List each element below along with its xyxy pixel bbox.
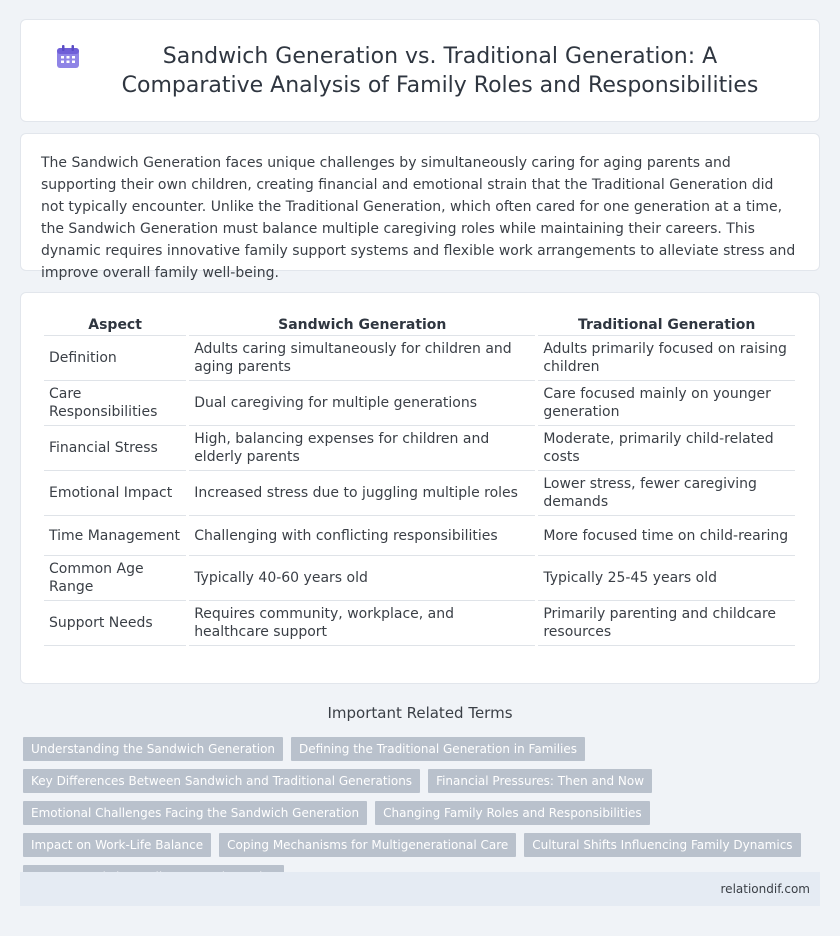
related-terms-title: Important Related Terms — [327, 704, 513, 722]
related-term-tag[interactable]: Coping Mechanisms for Multigenerational Care — [219, 833, 516, 857]
table-row — [44, 336, 795, 381]
footer — [20, 872, 820, 906]
cell-aspect: Time Management — [44, 516, 186, 556]
header-card — [20, 19, 820, 122]
related-terms-tags — [23, 737, 813, 889]
related-term-tag[interactable]: Financial Pressures: Then and Now — [428, 769, 652, 793]
intro-paragraph: The Sandwich Generation faces unique challenges by simultaneously caring for aging parents and supporting their own children, creating financial and emotional strain that the Traditional Generation did not typically encounter. Unlike the Traditional Generation, which often cared for one generation at a time, the Sandwich Generation must balance multiple caregiving roles while maintaining their careers. This dynamic requires innovative family support systems and flexible work arrangements to alleviate stress and improve overall family well-being. — [41, 155, 796, 281]
header-sandwich-generation: Sandwich Generation — [189, 313, 535, 336]
header-aspect: Aspect — [44, 313, 186, 336]
related-term-tag[interactable]: Cultural Shifts Influencing Family Dynamics — [524, 833, 800, 857]
cell-sandwich: Challenging with conflicting responsibilities — [189, 516, 535, 556]
table-row — [44, 381, 795, 426]
table-header-row — [44, 313, 795, 336]
comparison-table-card — [20, 292, 820, 684]
related-term-tag[interactable]: Defining the Traditional Generation in Families — [291, 737, 585, 761]
cell-traditional: Care focused mainly on younger generation — [538, 381, 795, 426]
footer-site-link[interactable]: relationdif.com — [720, 882, 810, 896]
cell-aspect: Financial Stress — [44, 426, 186, 471]
table-row — [44, 601, 795, 646]
related-term-tag[interactable]: Changing Family Roles and Responsibilities — [375, 801, 650, 825]
page-title: Sandwich Generation vs. Traditional Generation: A Comparative Analysis of Family Roles and Responsibilities — [121, 43, 759, 98]
cell-sandwich: Typically 40-60 years old — [189, 556, 535, 601]
cell-aspect: Emotional Impact — [44, 471, 186, 516]
header — [55, 42, 785, 100]
related-term-tag[interactable]: Key Differences Between Sandwich and Traditional Generations — [23, 769, 420, 793]
cell-traditional: More focused time on child-rearing — [538, 516, 795, 556]
cell-sandwich: Increased stress due to juggling multiple roles — [189, 471, 535, 516]
table-row — [44, 556, 795, 601]
cell-sandwich: Requires community, workplace, and healthcare support — [189, 601, 535, 646]
cell-traditional: Typically 25-45 years old — [538, 556, 795, 601]
cell-aspect: Care Responsibilities — [44, 381, 186, 426]
cell-sandwich: Dual caregiving for multiple generations — [189, 381, 535, 426]
related-term-tag[interactable]: Emotional Challenges Facing the Sandwich Generation — [23, 801, 367, 825]
table-row — [44, 426, 795, 471]
cell-traditional: Lower stress, fewer caregiving demands — [538, 471, 795, 516]
intro-card — [20, 133, 820, 281]
cell-aspect: Common Age Range — [44, 556, 186, 601]
related-term-tag[interactable]: Impact on Work-Life Balance — [23, 833, 211, 857]
cell-traditional: Moderate, primarily child-related costs — [538, 426, 795, 471]
cell-traditional: Adults primarily focused on raising children — [538, 336, 795, 381]
cell-traditional: Primarily parenting and childcare resources — [538, 601, 795, 646]
comparison-table — [41, 313, 798, 646]
header-traditional-generation: Traditional Generation — [538, 313, 795, 336]
cell-sandwich: High, balancing expenses for children and elderly parents — [189, 426, 535, 471]
related-term-tag[interactable]: Understanding the Sandwich Generation — [23, 737, 283, 761]
table-row — [44, 471, 795, 516]
calendar-icon — [55, 44, 81, 70]
cell-aspect: Definition — [44, 336, 186, 381]
table-row — [44, 516, 795, 556]
cell-aspect: Support Needs — [44, 601, 186, 646]
cell-sandwich: Adults caring simultaneously for children and aging parents — [189, 336, 535, 381]
